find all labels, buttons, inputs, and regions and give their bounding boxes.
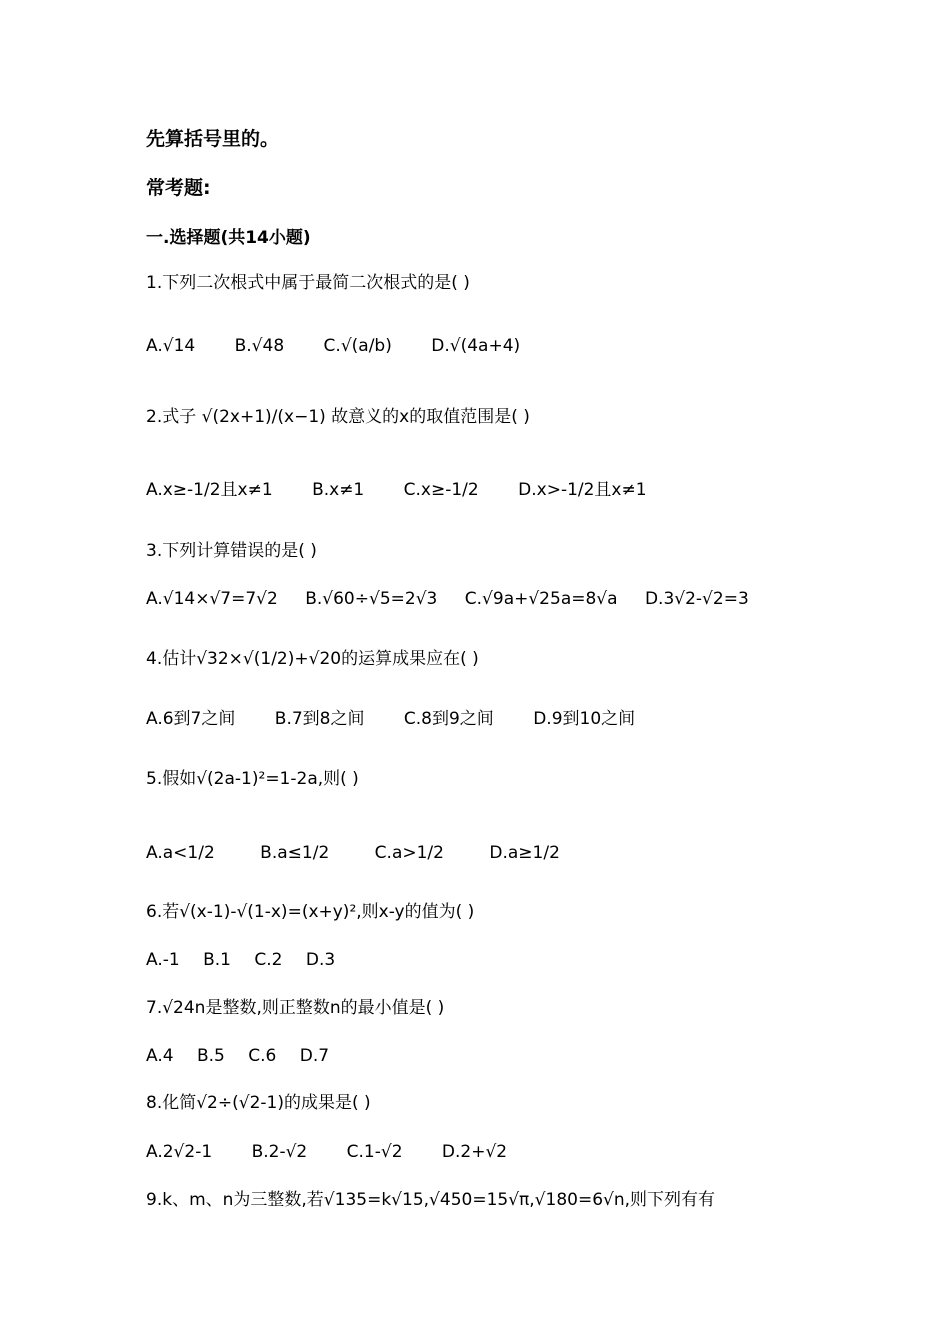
question-3-stem: 3.下列计算错误的是( )	[146, 541, 317, 561]
option-a: A.4	[146, 1046, 174, 1066]
option-a: A.2√2-1	[146, 1142, 213, 1162]
question-3-options	[146, 586, 771, 612]
option-b: B.5	[196, 1046, 225, 1066]
option-d: D.7	[299, 1046, 330, 1066]
question-7-stem: 7.√24n是整数,则正整数n的最小值是( )	[146, 998, 445, 1018]
question-4-options	[146, 706, 669, 732]
option-b: B.x≠1	[312, 480, 365, 500]
option-d: D.√(4a+4)	[431, 336, 521, 356]
option-d: D.x>-1/2且x≠1	[518, 480, 647, 500]
question-8-stem: 8.化简√2÷(√2-1)的成果是( )	[146, 1093, 371, 1113]
option-b: B.a≤1/2	[260, 843, 330, 863]
option-c: C.a>1/2	[374, 843, 444, 863]
question-6-options	[146, 947, 353, 973]
heading-first: 先算括号里的。	[146, 128, 280, 150]
option-c: C.6	[248, 1046, 277, 1066]
option-c: C.1-√2	[346, 1142, 403, 1162]
option-b: B.2-√2	[251, 1142, 308, 1162]
option-b: B.1	[203, 950, 231, 970]
option-d: D.9到10之间	[533, 709, 636, 729]
option-a: A.6到7之间	[146, 709, 236, 729]
option-d: D.3√2-√2=3	[644, 589, 749, 609]
question-2-options	[146, 477, 681, 503]
option-d: D.3	[305, 950, 336, 970]
option-c: C.√(a/b)	[323, 336, 392, 356]
option-a: A.√14	[146, 336, 196, 356]
question-7-options	[146, 1043, 347, 1069]
option-a: A.x≥-1/2且x≠1	[146, 480, 273, 500]
option-c: C.√9a+√25a=8√a	[464, 589, 618, 609]
question-8-options	[146, 1139, 541, 1165]
option-a: A.√14×√7=7√2	[146, 589, 278, 609]
option-b: B.√60÷√5=2√3	[305, 589, 438, 609]
option-a: A.a<1/2	[146, 843, 215, 863]
option-d: D.a≥1/2	[489, 843, 560, 863]
question-5-options	[146, 840, 600, 866]
option-b: B.7到8之间	[274, 709, 365, 729]
question-2-stem: 2.式子 √(2x+1)/(x−1) 故意义的x的取值范围是( )	[146, 407, 530, 427]
section-title: 一.选择题(共14小题)	[146, 228, 311, 248]
option-c: C.x≥-1/2	[403, 480, 479, 500]
question-1-options	[146, 333, 554, 359]
question-1-stem: 1.下列二次根式中属于最简二次根式的是( )	[146, 273, 470, 293]
option-b: B.√48	[234, 336, 285, 356]
option-c: C.2	[254, 950, 283, 970]
option-a: A.-1	[146, 950, 180, 970]
option-d: D.2+√2	[441, 1142, 508, 1162]
question-6-stem: 6.若√(x-1)-√(1-x)=(x+y)²,则x-y的值为( )	[146, 902, 475, 922]
question-9-stem: 9.k、m、n为三整数,若√135=k√15,√450=15√π,√180=6√n,则下列有有	[146, 1190, 716, 1210]
question-5-stem: 5.假如√(2a-1)²=1-2a,则( )	[146, 769, 359, 789]
option-c: C.8到9之间	[403, 709, 494, 729]
heading-common: 常考题:	[146, 177, 211, 199]
question-4-stem: 4.估计√32×√(1/2)+√20的运算成果应在( )	[146, 649, 479, 669]
